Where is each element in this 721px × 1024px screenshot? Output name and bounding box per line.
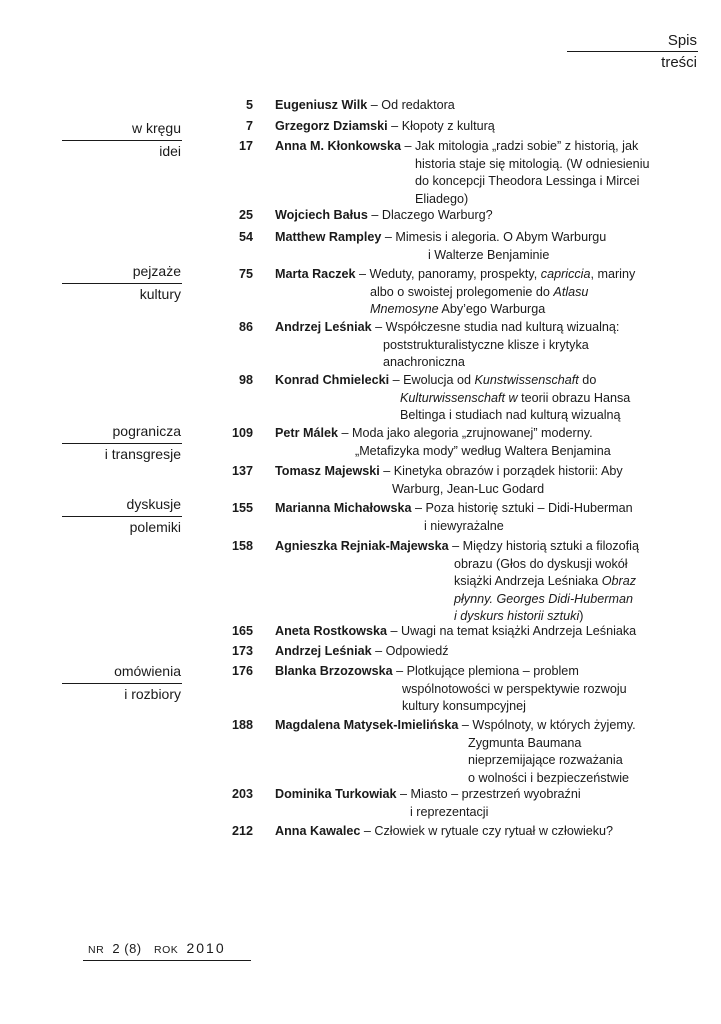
author-name: Aneta Rostkowska	[275, 624, 387, 638]
entry-title-line: do koncepcji Theodora Lessinga i Mircei	[415, 174, 640, 189]
entry-title: – Człowiek w rytuale czy rytuał w człowieku?	[360, 824, 614, 838]
author-name: Wojciech Bałus	[275, 208, 368, 222]
page-number: 54	[238, 230, 253, 244]
entry-title-line: teorii obrazu Hansa	[517, 390, 631, 405]
author-name: Grzegorz Dziamski	[275, 119, 388, 133]
entry-title-line: obrazu (Głos do dyskusji wokół	[454, 556, 628, 571]
author-name: Matthew Rampley	[275, 230, 382, 244]
page-number: 86	[238, 320, 253, 334]
issue-number-label: NR	[88, 944, 105, 956]
author-name: Konrad Chmielecki	[275, 373, 390, 387]
year-label: ROK	[153, 944, 179, 956]
section-label-top: omówienia	[114, 663, 181, 679]
author-name: Andrzej Leśniak	[275, 320, 372, 334]
section-label-bottom: polemiki	[129, 519, 181, 535]
entry-title: – Między historią sztuki a filozofią	[448, 539, 639, 553]
header-title-spis: Spis	[667, 32, 697, 49]
entry-title: – Współczesne studia nad kulturą wizualną:	[371, 320, 620, 334]
entry-title-italic: capriccia	[540, 267, 591, 281]
entry-title: – Dlaczego Warburg?	[367, 208, 493, 222]
entry-title: – Moda jako alegoria „zrujnowanej” moderny.	[338, 426, 593, 440]
section-rule	[62, 443, 182, 444]
author-name: Dominika Turkowiak	[275, 787, 397, 801]
page-number: 203	[231, 787, 253, 801]
page-number: 212	[231, 824, 253, 838]
entry-title-line: o wolności i bezpieczeństwie	[468, 770, 630, 785]
page-number: 158	[231, 539, 253, 553]
header-title-tresci: treści	[661, 54, 697, 71]
section-label-top: pejzaże	[132, 263, 181, 279]
author-name: Marianna Michałowska	[275, 501, 412, 515]
entry-title-line: kultury konsumpcyjnej	[402, 699, 526, 714]
section-rule	[62, 140, 182, 141]
author-name: Tomasz Majewski	[275, 464, 380, 478]
entry-title-line: „Metafizyka mody” według Waltera Benjamina	[355, 443, 611, 458]
entry-title: – Odpowiedź	[371, 644, 449, 658]
entry-title-italic: Mnemosyne	[370, 302, 439, 317]
page-number: 98	[238, 373, 253, 387]
entry-title-line: Beltinga i studiach nad kulturą wizualną	[400, 408, 621, 423]
section-label-top: pogranicza	[112, 423, 181, 439]
entry-title-line: historia staje się mitologią. (W odniesieniu	[415, 156, 650, 171]
section-rule	[62, 516, 182, 517]
entry-title: – Uwagi na temat książki Andrzeja Leśniaka	[386, 624, 637, 638]
author-name: Andrzej Leśniak	[275, 644, 372, 658]
section-label-bottom: i transgresje	[104, 446, 181, 462]
entry-title-line: i niewyrażalne	[424, 518, 504, 533]
entry-title-italic: Atlasu	[553, 284, 589, 299]
entry-title: – Kinetyka obrazów i porządek historii: Aby	[379, 464, 623, 478]
entry-title: – Poza historię sztuki – Didi-Huberman	[411, 501, 633, 515]
entry-title-line: Eliadego)	[415, 191, 469, 206]
section-rule	[62, 683, 182, 684]
entry-title-italic: i dyskurs historii sztuki	[454, 609, 580, 624]
entry-title-italic: Kulturwissenschaft w	[400, 390, 518, 405]
entry-title-line: książki Andrzeja Leśniaka	[454, 574, 602, 589]
author-name: Agnieszka Rejniak-Majewska	[275, 539, 449, 553]
page-number: 109	[231, 426, 253, 440]
page-number: 5	[245, 98, 253, 112]
entry-title: – Wspólnoty, w których żyjemy.	[458, 718, 636, 732]
entry-title-line: i Walterze Benjaminie	[428, 247, 550, 262]
issue-number: 2 (8)	[112, 941, 142, 956]
author-name: Marta Raczek	[275, 267, 356, 281]
author-name: Blanka Brzozowska	[275, 664, 393, 678]
page-number: 75	[238, 267, 253, 281]
entry-title-line: Aby’ego Warburga	[438, 302, 546, 317]
entry-title: – Kłopoty z kulturą	[387, 119, 495, 133]
author-name: Eugeniusz Wilk	[275, 98, 368, 112]
entry-title: – Weduty, panoramy, prospekty,	[355, 267, 541, 281]
entry-title-line: wspólnotowości w perspektywie rozwoju	[402, 681, 627, 696]
entry-title: , mariny	[590, 267, 636, 281]
entry-title: – Mimesis i alegoria. O Abym Warburgu	[381, 230, 607, 244]
entry-title-line: Zygmunta Baumana	[468, 735, 582, 750]
section-label-top: dyskusje	[126, 496, 181, 512]
entry-title: – Ewolucja od	[389, 373, 475, 387]
page-number: 137	[231, 464, 253, 478]
section-rule	[62, 283, 182, 284]
footer-rule	[83, 960, 251, 961]
year-value: 2010	[186, 940, 226, 956]
entry-title-line: Warburg, Jean-Luc Godard	[392, 481, 545, 496]
author-name: Magdalena Matysek-Imielińska	[275, 718, 459, 732]
entry-title-line: )	[579, 609, 584, 624]
section-label-bottom: i rozbiory	[124, 686, 181, 702]
page-number: 25	[238, 208, 253, 222]
entry-title-italic: Kunstwissenschaft	[474, 373, 579, 387]
section-label-top: w kręgu	[131, 120, 181, 136]
entry-title-italic: płynny. Georges Didi-Huberman	[454, 591, 633, 606]
entry-title: do	[578, 373, 597, 387]
section-label-bottom: idei	[159, 143, 181, 159]
entry-title-line: poststrukturalistyczne klisze i krytyka	[383, 337, 589, 352]
author-name: Petr Málek	[275, 426, 338, 440]
page-number: 7	[245, 119, 253, 133]
page-number: 165	[231, 624, 253, 638]
entry-title-line: nieprzemijające rozważania	[468, 753, 623, 768]
page-number: 17	[238, 139, 253, 153]
author-name: Anna Kawalec	[275, 824, 361, 838]
entry-title: – Plotkujące plemiona – problem	[392, 664, 579, 678]
entry-title: – Od redaktora	[367, 98, 455, 112]
entry-title: – Miasto – przestrzeń wyobraźni	[396, 787, 581, 801]
entry-title-line: albo o swoistej prolegomenie do	[370, 284, 554, 299]
entry-title-line: i reprezentacji	[410, 804, 489, 819]
page-number: 176	[231, 664, 253, 678]
page-number: 188	[231, 718, 253, 732]
entry-title: – Jak mitologia „radzi sobie” z historią, jak	[400, 139, 639, 153]
author-name: Anna M. Kłonkowska	[275, 139, 401, 153]
page-number: 173	[231, 644, 253, 658]
issue-info	[88, 940, 226, 956]
page-number: 155	[231, 501, 253, 515]
section-label-bottom: kultury	[139, 286, 181, 302]
header-rule	[567, 51, 698, 52]
entry-title-italic: Obraz	[601, 574, 637, 589]
entry-title-line: anachroniczna	[383, 355, 465, 370]
